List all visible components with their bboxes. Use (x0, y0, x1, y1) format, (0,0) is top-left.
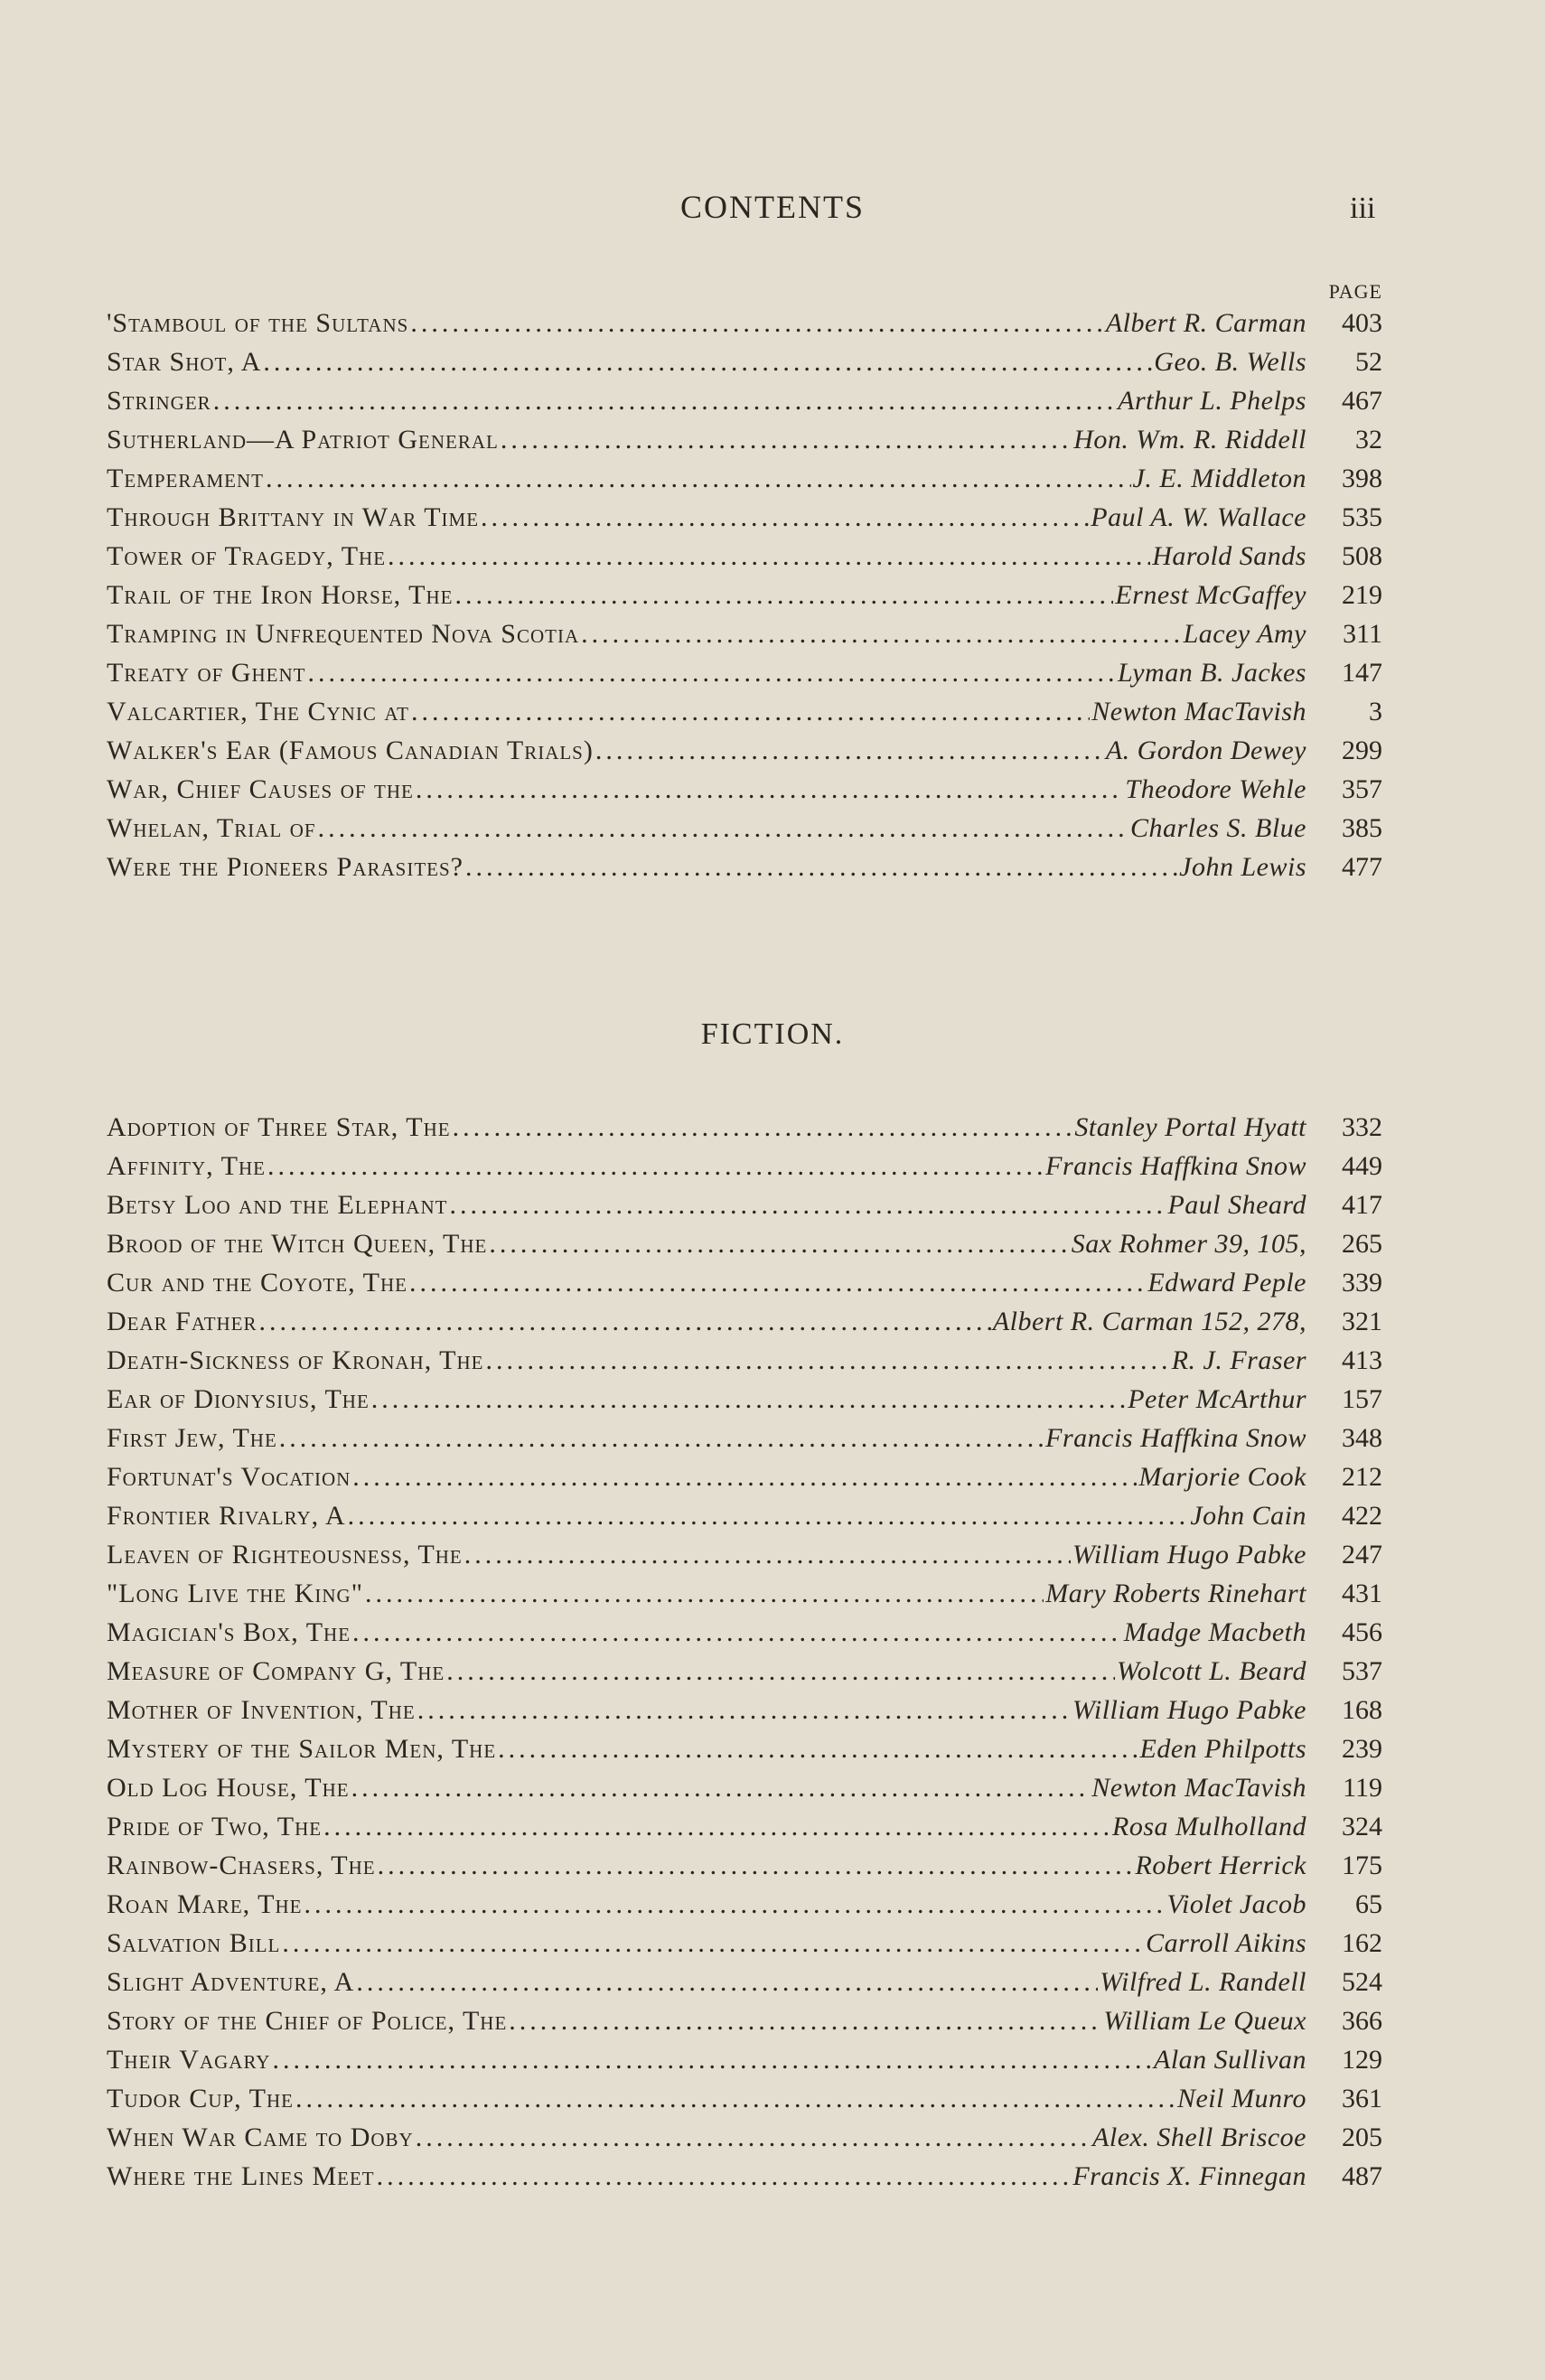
dot-leader (371, 1380, 1126, 1419)
dot-leader (416, 2118, 1091, 2157)
entry-title: Through Brittany in War Time (107, 502, 480, 532)
entry-author: Charles S. Blue (1130, 813, 1306, 843)
toc-entry (107, 2157, 1382, 2196)
entry-author: Theodore Wehle (1125, 774, 1306, 804)
entry-page: 467 (1342, 386, 1382, 416)
toc-entry (107, 731, 1382, 770)
entry-title: First Jew, The (107, 1423, 277, 1453)
entry-author: Violet Jacob (1166, 1889, 1306, 1919)
dot-leader (365, 1574, 1044, 1613)
entry-author: Carroll Aikins (1146, 1928, 1306, 1958)
entry-page: 265 (1342, 1229, 1382, 1259)
toc-entry (107, 1613, 1382, 1652)
entry-author: Lacey Amy (1183, 619, 1306, 649)
dot-leader (352, 1613, 1122, 1652)
entry-title: Frontier Rivalry, A (107, 1501, 346, 1531)
dot-leader (501, 420, 1072, 459)
toc-entry (107, 1224, 1382, 1263)
toc-entry (107, 692, 1382, 731)
toc-entry (107, 2079, 1382, 2118)
dot-leader (453, 1108, 1073, 1147)
entry-page: 508 (1342, 541, 1382, 571)
toc-entry (107, 2040, 1382, 2079)
entry-page: 537 (1342, 1656, 1382, 1686)
dot-leader (272, 2040, 1152, 2079)
entry-title: Tudor Cup, The (107, 2084, 294, 2113)
dot-leader (464, 1535, 1071, 1574)
entry-title: Salvation Bill (107, 1928, 281, 1958)
entry-title: Mother of Invention, The (107, 1695, 416, 1725)
toc-entry (107, 1457, 1382, 1496)
dot-leader (356, 1963, 1098, 2001)
toc-entry (107, 1729, 1382, 1768)
entry-page: 398 (1342, 464, 1382, 493)
toc-entry (107, 1263, 1382, 1302)
page-header (0, 188, 1545, 242)
entry-title: Trail of the Iron Horse, The (107, 580, 454, 610)
toc-entry (107, 809, 1382, 848)
entry-author: Geo. B. Wells (1154, 347, 1306, 377)
entry-page: 361 (1342, 2084, 1382, 2113)
fiction-heading: FICTION. (700, 1017, 845, 1051)
entry-title: Dear Father (107, 1307, 258, 1336)
entry-page: 456 (1342, 1617, 1382, 1647)
entry-author: William Hugo Pabke (1072, 1540, 1306, 1569)
entry-page: 385 (1342, 813, 1382, 843)
entry-author: Francis Haffkina Snow (1045, 1423, 1306, 1453)
dot-leader (465, 848, 1177, 886)
entry-page: 449 (1342, 1151, 1382, 1181)
entry-author: Hon. Wm. R. Riddell (1073, 425, 1306, 454)
toc-entry (107, 537, 1382, 576)
entry-page: 175 (1342, 1851, 1382, 1880)
dot-leader (266, 459, 1131, 498)
toc-entry (107, 1496, 1382, 1535)
entry-page: 339 (1342, 1268, 1382, 1298)
entry-title: Betsy Loo and the Elephant (107, 1190, 448, 1220)
entry-author: William Hugo Pabke (1072, 1695, 1306, 1725)
entry-author: Madge Macbeth (1123, 1617, 1306, 1647)
entry-author: Wilfred L. Randell (1100, 1967, 1306, 1997)
entry-title: Magician's Box, The (107, 1617, 351, 1647)
entry-title: Pride of Two, The (107, 1812, 323, 1841)
dot-leader (352, 1457, 1137, 1496)
entry-author: Neil Munro (1176, 2084, 1306, 2113)
entry-title: "Long Live the King" (107, 1579, 363, 1608)
entry-title: Brood of the Witch Queen, The (107, 1229, 488, 1259)
entry-title: Star Shot, A (107, 347, 262, 377)
entry-title: Cur and the Coyote, The (107, 1268, 407, 1298)
toc-entry (107, 1535, 1382, 1574)
dot-leader (263, 342, 1152, 381)
entry-author: John Lewis (1179, 852, 1306, 882)
entry-page: 162 (1342, 1928, 1382, 1958)
toc-entry (107, 1302, 1382, 1341)
entry-author: Francis X. Finnegan (1072, 2161, 1306, 2191)
dot-leader (348, 1496, 1189, 1535)
toc-entry (107, 614, 1382, 653)
entry-title: Were the Pioneers Parasites? (107, 852, 464, 882)
entry-title: Old Log House, The (107, 1773, 350, 1803)
entry-author: Paul A. W. Wallace (1091, 502, 1306, 532)
dot-leader (279, 1419, 1044, 1457)
toc-entry (107, 1963, 1382, 2001)
entry-author: Alex. Shell Briscoe (1092, 2122, 1306, 2152)
entry-author: Newton MacTavish (1091, 1773, 1306, 1803)
dot-leader (411, 692, 1090, 731)
dot-leader (304, 1885, 1165, 1924)
entry-title: Roan Mare, The (107, 1889, 303, 1919)
entry-title: Mystery of the Sailor Men, The (107, 1734, 497, 1764)
entry-author: R. J. Fraser (1171, 1345, 1306, 1375)
entry-page: 487 (1342, 2161, 1382, 2191)
dot-leader (388, 537, 1150, 576)
entry-page: 535 (1342, 502, 1382, 532)
dot-leader (213, 381, 1116, 420)
entry-page: 32 (1355, 425, 1382, 454)
entry-author: J. E. Middleton (1132, 464, 1306, 493)
entry-title: Temperament (107, 464, 264, 493)
entry-author: Marjorie Cook (1138, 1462, 1306, 1492)
entry-author: Lyman B. Jackes (1117, 658, 1306, 688)
entry-author: Alan Sullivan (1154, 2045, 1306, 2075)
dot-leader (485, 1341, 1169, 1380)
toc-entry (107, 2118, 1382, 2157)
dot-leader (454, 576, 1113, 614)
toc-entry (107, 1885, 1382, 1924)
entry-page: 524 (1342, 1967, 1382, 1997)
toc-entry (107, 1807, 1382, 1846)
entry-title: Walker's Ear (Famous Canadian Trials) (107, 736, 594, 765)
entry-page: 247 (1342, 1540, 1382, 1569)
entry-title: Death-Sickness of Kronah, The (107, 1345, 484, 1375)
entry-title: Stringer (107, 386, 211, 416)
toc-entry (107, 1380, 1382, 1419)
entry-page: 205 (1342, 2122, 1382, 2152)
entry-title: Treaty of Ghent (107, 658, 306, 688)
entry-author: Mary Roberts Rinehart (1045, 1579, 1306, 1608)
toc-entry (107, 2001, 1382, 2040)
entry-page: 417 (1342, 1190, 1382, 1220)
entry-page: 431 (1342, 1579, 1382, 1608)
entry-author: Edward Peple (1147, 1268, 1306, 1298)
entry-page: 119 (1343, 1773, 1382, 1803)
entry-title: Rainbow-Chasers, The (107, 1851, 376, 1880)
toc-entry (107, 1768, 1382, 1807)
dot-leader (509, 2001, 1101, 2040)
entry-title: Sutherland—A Patriot General (107, 425, 499, 454)
dot-leader (409, 1263, 1146, 1302)
toc-entry (107, 498, 1382, 537)
toc-entry (107, 848, 1382, 886)
entry-title: Whelan, Trial of (107, 813, 316, 843)
toc-entry (107, 1108, 1382, 1147)
entry-author: A. Gordon Dewey (1105, 736, 1306, 765)
dot-leader (410, 304, 1104, 342)
entry-page: 332 (1342, 1112, 1382, 1142)
entry-title: Affinity, The (107, 1151, 266, 1181)
entry-author: Newton MacTavish (1091, 697, 1306, 726)
toc-entry (107, 1652, 1382, 1691)
entry-page: 422 (1342, 1501, 1382, 1531)
toc-entry (107, 1341, 1382, 1380)
dot-leader (489, 1224, 1069, 1263)
entry-author: Albert R. Carman (1105, 308, 1306, 338)
entry-page: 212 (1342, 1462, 1382, 1492)
entry-page: 366 (1342, 2006, 1382, 2036)
entry-page: 129 (1342, 2045, 1382, 2075)
entry-author: Stanley Portal Hyatt (1074, 1112, 1306, 1142)
entry-author: Robert Herrick (1135, 1851, 1306, 1880)
toc-entry (107, 420, 1382, 459)
entry-author: Wolcott L. Beard (1117, 1656, 1306, 1686)
entry-author: Rosa Mulholland (1112, 1812, 1306, 1841)
dot-leader (417, 1691, 1071, 1729)
entry-author: Paul Sheard (1167, 1190, 1306, 1220)
toc-entry (107, 1419, 1382, 1457)
entry-title: When War Came to Doby (107, 2122, 414, 2152)
entry-title: Leaven of Righteousness, The (107, 1540, 463, 1569)
entry-author: Ernest McGaffey (1115, 580, 1306, 610)
entry-title: Their Vagary (107, 2045, 271, 2075)
toc-entry (107, 342, 1382, 381)
toc-entry (107, 1691, 1382, 1729)
entry-page: 3 (1369, 697, 1382, 726)
entry-page: 477 (1342, 852, 1382, 882)
dot-leader (267, 1147, 1044, 1185)
dot-leader (446, 1652, 1115, 1691)
entry-page: 147 (1342, 658, 1382, 688)
entry-page: 403 (1342, 308, 1382, 338)
toc-entry (107, 381, 1382, 420)
toc-entry (107, 653, 1382, 692)
dot-leader (481, 498, 1089, 537)
toc-entry (107, 1846, 1382, 1885)
entry-page: 348 (1342, 1423, 1382, 1453)
entry-title: War, Chief Causes of the (107, 774, 414, 804)
articles-list (107, 304, 1382, 886)
dot-leader (378, 1846, 1134, 1885)
entry-title: Ear of Dionysius, The (107, 1384, 370, 1414)
entry-page: 357 (1342, 774, 1382, 804)
page-title: CONTENTS (680, 189, 865, 225)
entry-title: Tower of Tragedy, The (107, 541, 387, 571)
entry-page: 239 (1342, 1734, 1382, 1764)
dot-leader (308, 653, 1116, 692)
entry-page: 168 (1342, 1695, 1382, 1725)
dot-leader (323, 1807, 1110, 1846)
fiction-list (107, 1108, 1382, 2196)
toc-entry (107, 1924, 1382, 1963)
dot-leader (318, 809, 1128, 848)
dot-leader (581, 614, 1181, 653)
dot-leader (351, 1768, 1091, 1807)
dot-leader (498, 1729, 1138, 1768)
entry-page: 413 (1342, 1345, 1382, 1375)
entry-page: 52 (1355, 347, 1382, 377)
entry-author: William Le Queux (1103, 2006, 1306, 2036)
entry-page: 321 (1342, 1307, 1382, 1336)
toc-entry (107, 1574, 1382, 1613)
dot-leader (259, 1302, 991, 1341)
toc-entry (107, 770, 1382, 809)
entry-page: 157 (1342, 1384, 1382, 1414)
entry-title: Story of the Chief of Police, The (107, 2006, 508, 2036)
entry-page: 299 (1342, 736, 1382, 765)
dot-leader (377, 2157, 1072, 2196)
entry-page: 65 (1355, 1889, 1382, 1919)
toc-entry (107, 1147, 1382, 1185)
entry-author: Albert R. Carman 152, 278, (992, 1307, 1306, 1336)
entry-title: 'Stamboul of the Sultans (107, 308, 409, 338)
entry-page: 311 (1343, 619, 1382, 649)
entry-title: Fortunat's Vocation (107, 1462, 351, 1492)
dot-leader (416, 770, 1124, 809)
entry-title: Tramping in Unfrequented Nova Scotia (107, 619, 580, 649)
entry-author: John Cain (1190, 1501, 1306, 1531)
entry-title: Where the Lines Meet (107, 2161, 375, 2191)
entry-author: Sax Rohmer 39, 105, (1071, 1229, 1306, 1259)
dot-leader (295, 2079, 1175, 2118)
page-number: iii (1350, 192, 1376, 225)
entry-author: Harold Sands (1152, 541, 1306, 571)
toc-entry (107, 1185, 1382, 1224)
page-column-label: PAGE (1328, 280, 1382, 303)
toc-entry (107, 459, 1382, 498)
entry-title: Measure of Company G, The (107, 1656, 445, 1686)
entry-page: 324 (1342, 1812, 1382, 1841)
entry-title: Adoption of Three Star, The (107, 1112, 451, 1142)
entry-author: Francis Haffkina Snow (1045, 1151, 1306, 1181)
entry-author: Peter McArthur (1128, 1384, 1306, 1414)
entry-author: Arthur L. Phelps (1118, 386, 1306, 416)
entry-page: 219 (1342, 580, 1382, 610)
dot-leader (282, 1924, 1144, 1963)
dot-leader (595, 731, 1104, 770)
entry-title: Slight Adventure, A (107, 1967, 355, 1997)
toc-entry (107, 304, 1382, 342)
dot-leader (449, 1185, 1166, 1224)
entry-author: Eden Philpotts (1139, 1734, 1306, 1764)
entry-title: Valcartier, The Cynic at (107, 697, 410, 726)
toc-entry (107, 576, 1382, 614)
